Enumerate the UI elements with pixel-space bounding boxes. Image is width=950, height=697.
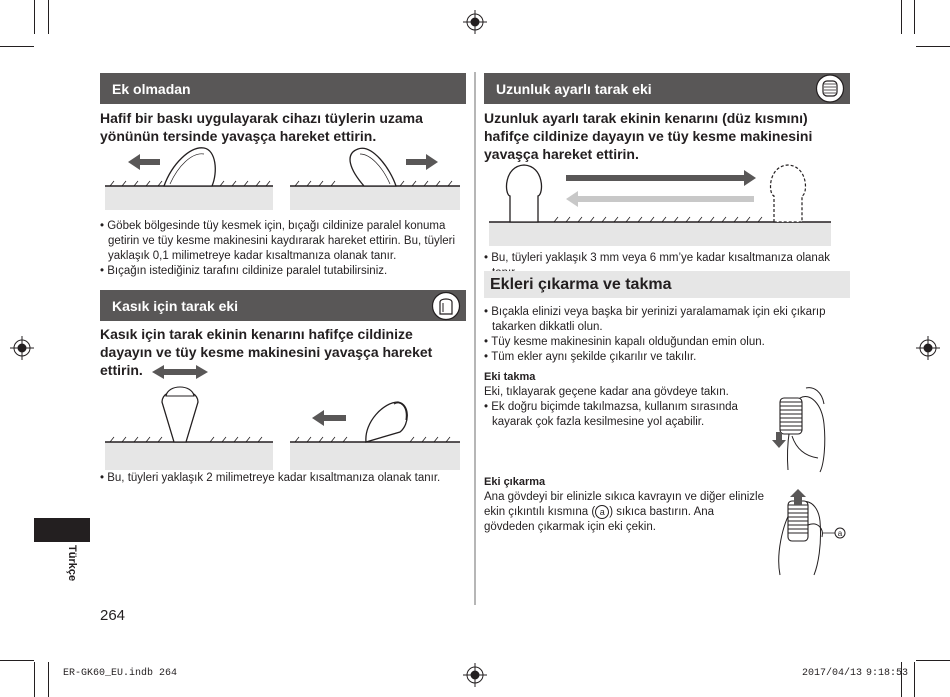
bullet-item: • Bıçakla elinizi veya başka bir yerinizi yaralamamak için eki çıkarıp takarken dikkatli olun.	[484, 305, 854, 335]
remove-text: Ana gövdeyi bir elinizle sıkıca kavrayın ve diğer elinizle ekin çıkıntılı kısmına ( a ) sıkıca bastırın. Ana gövdeden çıkarmak için eki çekin.	[484, 491, 764, 533]
bullet-item: • Ek doğru biçimde takılmazsa, kullanım sırasında kayarak çok fazla kesilmesine yol açabilir.	[484, 400, 754, 430]
bullet-item: • Tüy kesme makinesinin kapalı olduğundan emin olun.	[484, 335, 854, 350]
bullet-item: • Göbek bölgesinde tüy kesmek için, bıçağı cildinize paralel konuma getirin ve tüy kesme makinesini kaydırarak hareket ettirin. Bu, tüyleri yaklaşık 0,1 milimetreye kadar kısaltmanıza olanak tanır.	[100, 219, 468, 264]
marker-a: a	[595, 505, 609, 519]
language-label: Türkçe	[66, 545, 78, 582]
page-number: 264	[100, 607, 126, 624]
section-heading-length-comb: Uzunluk ayarlı tarak eki	[484, 73, 850, 104]
lead-text-no-attachment: Hafif bir baskı uygulayarak cihazı tüylerin uzama yönünün tersinde yavaşça hareket ettirin.	[100, 110, 423, 144]
illustration-length-comb	[484, 160, 850, 250]
length-comb-icon	[814, 73, 846, 104]
language-tab	[34, 518, 90, 542]
bullet-item: • Tüm ekler aynı şekilde çıkarılır ve takılır.	[484, 350, 854, 365]
section-heading-no-attachment: Ek olmadan	[100, 73, 466, 104]
bullet-item: • Bu, tüyleri yaklaşık 2 milimetreye kadar kısaltmanıza olanak tanır.	[100, 471, 468, 486]
illustration-remove	[770, 485, 850, 577]
illustration-no-attachment	[100, 144, 466, 212]
subheading-remove: Eki çıkarma	[484, 476, 546, 488]
illustration-pubic-comb	[100, 362, 466, 472]
bullet-item: • Bu, tüyleri yaklaşık 3 mm veya 6 mm’ye kadar kısaltmanıza olanak	[484, 251, 858, 281]
illustration-attach	[770, 384, 830, 474]
lead-text-length-comb: Uzunluk ayarlı tarak ekinin kenarını (düz kısmını) hafifçe cildinize dayayın ve tüy kesme makinesini yavaşça hareket ettirin.	[484, 110, 813, 162]
footer-date: 2017/04/13	[802, 668, 863, 679]
subheading-attach: Eki takma	[484, 371, 536, 383]
section-heading-attachments: Ekleri çıkarma ve takma	[484, 271, 850, 298]
footer-file: ER-GK60_EU.indb 264	[63, 668, 178, 679]
attach-text: Eki, tıklayarak geçene kadar ana gövdeye takın.	[484, 386, 729, 398]
pubic-comb-icon	[430, 291, 462, 321]
bullet-item: • Bıçağın istediğiniz tarafını cildinize paralel tutabilirsiniz.	[100, 264, 468, 279]
marker-a-label: a	[837, 529, 843, 538]
footer-time: 9:18:53	[866, 668, 909, 679]
section-heading-pubic-comb: Kasık için tarak eki	[100, 290, 466, 321]
lead-text-pubic-comb: Kasık için tarak ekinin kenarını hafifçe cildinize dayayın ve tüy kesme makinesini yavaşça hareket ettirin.	[100, 326, 433, 378]
